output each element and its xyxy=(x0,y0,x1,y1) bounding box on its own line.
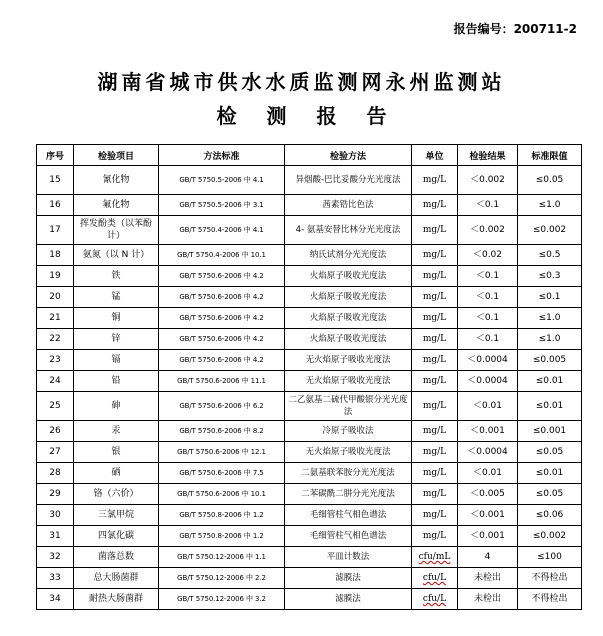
cell-no: 21 xyxy=(37,308,74,329)
table-row xyxy=(37,589,582,610)
cell-item: 汞 xyxy=(74,421,159,442)
cell-no: 25 xyxy=(37,392,74,421)
cell-method: 4- 氨基安替比林分光光度法 xyxy=(285,216,412,245)
cell-unit: mg/L xyxy=(412,245,458,266)
cell-unit: cfu/mL xyxy=(412,547,458,568)
report-title: 湖南省城市供水水质监测网永州监测站 xyxy=(97,70,506,94)
cell-standard: GB/T 5750.5-2006 中 4.1 xyxy=(159,166,285,195)
cell-limit: ≤0.05 xyxy=(518,484,582,505)
cell-method: 滤膜法 xyxy=(285,589,412,610)
cell-limit: ≤0.3 xyxy=(518,266,582,287)
cell-item: 铅 xyxy=(74,371,159,392)
cell-result: ＜0.005 xyxy=(458,484,518,505)
cell-unit: mg/L xyxy=(412,463,458,484)
cell-limit: ≤1.0 xyxy=(518,308,582,329)
cell-method: 冷原子吸收法 xyxy=(285,421,412,442)
cell-standard: GB/T 5750.6-2006 中 4.2 xyxy=(159,350,285,371)
cell-result: ＜0.1 xyxy=(458,266,518,287)
cell-method: 茜素锆比色法 xyxy=(285,195,412,216)
cell-method: 无火焰原子吸收光度法 xyxy=(285,442,412,463)
cell-standard: GB/T 5750.6-2006 中 12.1 xyxy=(159,442,285,463)
table-row xyxy=(37,266,582,287)
cell-standard: GB/T 5750.8-2006 中 1.2 xyxy=(159,526,285,547)
cell-method: 无火焰原子吸收光度法 xyxy=(285,350,412,371)
cell-result: ＜0.001 xyxy=(458,421,518,442)
cell-unit: mg/L xyxy=(412,421,458,442)
cell-limit: ≤0.01 xyxy=(518,392,582,421)
cell-standard: GB/T 5750.12-2006 中 2.2 xyxy=(159,568,285,589)
cell-limit: ≤0.001 xyxy=(518,421,582,442)
cell-method: 二苯碳酰二肼分光光度法 xyxy=(285,484,412,505)
cell-result: ＜0.1 xyxy=(458,308,518,329)
cell-standard: GB/T 5750.6-2006 中 4.2 xyxy=(159,308,285,329)
cell-item: 镉 xyxy=(74,350,159,371)
cell-unit: mg/L xyxy=(412,329,458,350)
table-body xyxy=(37,166,582,610)
header-method: 检验方法 xyxy=(285,145,412,166)
cell-no: 16 xyxy=(37,195,74,216)
cell-no: 19 xyxy=(37,266,74,287)
cell-unit: mg/L xyxy=(412,308,458,329)
cell-item: 三氯甲烷 xyxy=(74,505,159,526)
cell-no: 30 xyxy=(37,505,74,526)
cell-limit: ≤0.1 xyxy=(518,287,582,308)
cell-standard: GB/T 5750.6-2006 中 11.1 xyxy=(159,371,285,392)
cell-result: ＜0.1 xyxy=(458,329,518,350)
table-header-row xyxy=(37,145,582,166)
cell-no: 20 xyxy=(37,287,74,308)
cell-method: 二乙氨基二硫代甲酸银分光光度法 xyxy=(285,392,412,421)
table-row xyxy=(37,166,582,195)
cell-result: 未检出 xyxy=(458,589,518,610)
cell-method: 无火焰原子吸收光度法 xyxy=(285,371,412,392)
cell-unit: mg/L xyxy=(412,505,458,526)
cell-standard: GB/T 5750.6-2006 中 10.1 xyxy=(159,484,285,505)
table-row xyxy=(37,287,582,308)
cell-unit: mg/L xyxy=(412,526,458,547)
header-no: 序号 xyxy=(37,145,74,166)
cell-unit: cfu/L xyxy=(412,568,458,589)
cell-method: 火焰原子吸收光度法 xyxy=(285,287,412,308)
cell-item: 铁 xyxy=(74,266,159,287)
cell-limit: ≤1.0 xyxy=(518,195,582,216)
cell-item: 硒 xyxy=(74,463,159,484)
cell-unit: mg/L xyxy=(412,350,458,371)
cell-standard: GB/T 5750.8-2006 中 1.2 xyxy=(159,505,285,526)
cell-method: 火焰原子吸收光度法 xyxy=(285,308,412,329)
cell-item: 氟化物 xyxy=(74,195,159,216)
table-row xyxy=(37,245,582,266)
cell-unit: mg/L xyxy=(412,371,458,392)
cell-result: ＜0.0004 xyxy=(458,350,518,371)
table-row xyxy=(37,371,582,392)
table-row xyxy=(37,308,582,329)
cell-limit: 不得检出 xyxy=(518,568,582,589)
table-row xyxy=(37,392,582,421)
cell-method: 火焰原子吸收光度法 xyxy=(285,329,412,350)
cell-method: 火焰原子吸收光度法 xyxy=(285,266,412,287)
report-subtitle: 检测报告 xyxy=(216,104,417,128)
cell-item: 菌落总数 xyxy=(74,547,159,568)
cell-result: ＜0.002 xyxy=(458,166,518,195)
table-row xyxy=(37,484,582,505)
cell-limit: ≤0.005 xyxy=(518,350,582,371)
table-row xyxy=(37,442,582,463)
cell-method: 二氨基联苯胺分光光度法 xyxy=(285,463,412,484)
cell-limit: ≤1.0 xyxy=(518,329,582,350)
table-row xyxy=(37,216,582,245)
cell-method: 滤膜法 xyxy=(285,568,412,589)
cell-method: 毛细管柱气相色谱法 xyxy=(285,505,412,526)
table-row xyxy=(37,568,582,589)
cell-item: 氰化物 xyxy=(74,166,159,195)
cell-no: 24 xyxy=(37,371,74,392)
cell-standard: GB/T 5750.6-2006 中 8.2 xyxy=(159,421,285,442)
cell-standard: GB/T 5750.5-2006 中 3.1 xyxy=(159,195,285,216)
cell-limit: ≤0.002 xyxy=(518,216,582,245)
cell-limit: 不得检出 xyxy=(518,589,582,610)
cell-no: 34 xyxy=(37,589,74,610)
cell-no: 28 xyxy=(37,463,74,484)
cell-standard: GB/T 5750.6-2006 中 4.2 xyxy=(159,329,285,350)
header-item: 检验项目 xyxy=(74,145,159,166)
cell-method: 平皿计数法 xyxy=(285,547,412,568)
cell-result: ＜0.1 xyxy=(458,287,518,308)
cell-result: ＜0.002 xyxy=(458,216,518,245)
cell-no: 26 xyxy=(37,421,74,442)
cell-limit: ≤0.002 xyxy=(518,526,582,547)
cell-limit: ≤0.05 xyxy=(518,166,582,195)
cell-item: 铜 xyxy=(74,308,159,329)
cell-item: 耐热大肠菌群 xyxy=(74,589,159,610)
table-row xyxy=(37,505,582,526)
cell-result: ＜0.01 xyxy=(458,392,518,421)
cell-limit: ≤0.06 xyxy=(518,505,582,526)
table-row xyxy=(37,421,582,442)
cell-no: 23 xyxy=(37,350,74,371)
cell-standard: GB/T 5750.6-2006 中 6.2 xyxy=(159,392,285,421)
cell-no: 18 xyxy=(37,245,74,266)
cell-result: ＜0.01 xyxy=(458,463,518,484)
cell-result: ＜0.0004 xyxy=(458,442,518,463)
cell-limit: ≤100 xyxy=(518,547,582,568)
cell-result: ＜0.001 xyxy=(458,526,518,547)
cell-item: 锌 xyxy=(74,329,159,350)
cell-no: 33 xyxy=(37,568,74,589)
cell-limit: ≤0.05 xyxy=(518,442,582,463)
cell-item: 锰 xyxy=(74,287,159,308)
table-row xyxy=(37,547,582,568)
header-result: 检验结果 xyxy=(458,145,518,166)
cell-item: 四氯化碳 xyxy=(74,526,159,547)
table-row xyxy=(37,526,582,547)
cell-item: 银 xyxy=(74,442,159,463)
cell-unit: mg/L xyxy=(412,266,458,287)
cell-no: 15 xyxy=(37,166,74,195)
cell-result: 未检出 xyxy=(458,568,518,589)
cell-item: 挥发酚类（以苯酚计） xyxy=(74,216,159,245)
cell-result: ＜0.02 xyxy=(458,245,518,266)
cell-unit: mg/L xyxy=(412,484,458,505)
cell-no: 31 xyxy=(37,526,74,547)
header-unit: 单位 xyxy=(412,145,458,166)
cell-unit: mg/L xyxy=(412,166,458,195)
cell-no: 29 xyxy=(37,484,74,505)
cell-standard: GB/T 5750.6-2006 中 7.5 xyxy=(159,463,285,484)
results-table xyxy=(36,144,582,610)
cell-unit: mg/L xyxy=(412,287,458,308)
table-row xyxy=(37,195,582,216)
cell-unit: mg/L xyxy=(412,195,458,216)
cell-result: ＜0.1 xyxy=(458,195,518,216)
table-row xyxy=(37,329,582,350)
cell-item: 总大肠菌群 xyxy=(74,568,159,589)
cell-unit: mg/L xyxy=(412,442,458,463)
cell-standard: GB/T 5750.6-2006 中 4.2 xyxy=(159,266,285,287)
cell-result: ＜0.0004 xyxy=(458,371,518,392)
cell-standard: GB/T 5750.12-2006 中 3.2 xyxy=(159,589,285,610)
report-number: 报告编号：200711-2 xyxy=(453,22,577,36)
cell-unit: cfu/L xyxy=(412,589,458,610)
table-row xyxy=(37,463,582,484)
header-limit: 标准限值 xyxy=(518,145,582,166)
cell-item: 铬（六价） xyxy=(74,484,159,505)
cell-no: 27 xyxy=(37,442,74,463)
cell-standard: GB/T 5750.6-2006 中 4.2 xyxy=(159,287,285,308)
cell-no: 32 xyxy=(37,547,74,568)
cell-standard: GB/T 5750.4-2006 中 4.1 xyxy=(159,216,285,245)
cell-unit: mg/L xyxy=(412,216,458,245)
cell-method: 毛细管柱气相色谱法 xyxy=(285,526,412,547)
cell-limit: ≤0.01 xyxy=(518,463,582,484)
header-standard: 方法标准 xyxy=(159,145,285,166)
cell-item: 氨氮（以 N 计） xyxy=(74,245,159,266)
cell-standard: GB/T 5750.12-2006 中 1.1 xyxy=(159,547,285,568)
cell-limit: ≤0.01 xyxy=(518,371,582,392)
cell-limit: ≤0.5 xyxy=(518,245,582,266)
cell-result: 4 xyxy=(458,547,518,568)
cell-method: 异烟酸-巴比妥酸分光光度法 xyxy=(285,166,412,195)
cell-standard: GB/T 5750.4-2006 中 10.1 xyxy=(159,245,285,266)
table-row xyxy=(37,350,582,371)
cell-no: 22 xyxy=(37,329,74,350)
cell-method: 纳氏试剂分光光度法 xyxy=(285,245,412,266)
cell-result: ＜0.001 xyxy=(458,505,518,526)
cell-item: 砷 xyxy=(74,392,159,421)
cell-unit: mg/L xyxy=(412,392,458,421)
cell-no: 17 xyxy=(37,216,74,245)
